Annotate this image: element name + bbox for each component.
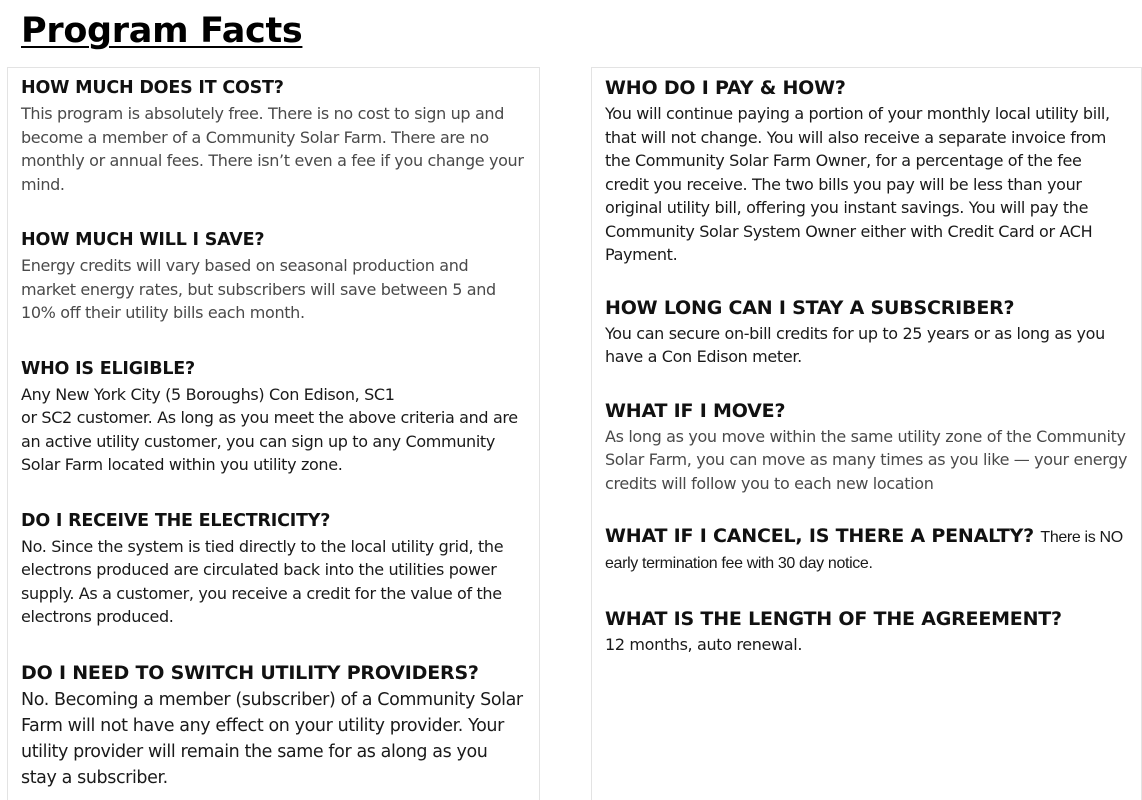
faq-electricity (21, 510, 526, 629)
faq-question: WHAT IS THE LENGTH OF THE AGREEMENT? (605, 608, 1062, 630)
faq-answer: You will continue paying a portion of your monthly local utility bill, that will not change. You will also receive a separate invoice from the Community Solar Farm Owner, for a percentage of the fee credit you receive. The two bills you pay will be less than your original utility bill, offering you instant savings. You will pay the Community Solar System Owner either with Credit Card or ACH Payment. (605, 104, 1110, 264)
faq-question: HOW MUCH WILL I SAVE? (21, 230, 265, 250)
right-column (591, 67, 1142, 800)
page-title: Program Facts (21, 11, 303, 51)
left-column (7, 67, 540, 800)
faq-agreement-length (605, 608, 1128, 657)
faq-question: WHAT IF I CANCEL, IS THERE A PENALTY? (605, 525, 1041, 547)
faq-subscriber-length (605, 297, 1128, 369)
faq-eligibility (21, 358, 526, 477)
faq-payment (605, 77, 1128, 267)
faq-question: WHAT IF I MOVE? (605, 399, 786, 422)
faq-answer (21, 383, 526, 477)
faq-question: DO I RECEIVE THE ELECTRICITY? (21, 510, 331, 531)
faq-switch-providers (21, 662, 526, 791)
faq-answer-line: Any New York City (5 Boroughs) Con Edison, SC1 (21, 384, 395, 404)
faq-question: HOW MUCH DOES IT COST? (21, 78, 284, 98)
faq-answer-line: or SC2 customer. As long as you meet the above criteria and are an active utility customer, you can sign up to any Community Solar Farm located within you utility zone. (21, 408, 518, 474)
faq-move (605, 400, 1128, 496)
faq-answer: No. Becoming a member (subscriber) of a Community Solar Farm will not have any effect on your utility provider. Your utility provider will remain the same for as along as you stay a subscriber. (21, 689, 523, 788)
faq-answer: This program is absolutely free. There is no cost to sign up and become a member of a Community Solar Farm. There are no monthly or annual fees. There isn’t even a fee if you change your mind. (21, 104, 524, 194)
faq-question: WHO IS ELIGIBLE? (21, 358, 196, 379)
faq-answer: 12 months, auto renewal. (605, 635, 803, 654)
faq-cost (21, 77, 526, 196)
faq-answer: As long as you move within the same utility zone of the Community Solar Farm, you can move as many times as you like — your energy credits will follow you to each new location (605, 426, 1128, 493)
faq-savings (21, 229, 526, 325)
faq-question: WHO DO I PAY & HOW? (605, 77, 846, 99)
faq-answer: There is NO early termination fee with 30 day notice. (605, 529, 1123, 572)
faq-answer: You can secure on-bill credits for up to 25 years or as long as you have a Con Edison meter. (605, 323, 1105, 366)
faq-answer: No. Since the system is tied directly to the local utility grid, the electrons produced are circulated back into the utilities power supply. As a customer, you receive a credit for the value of the electrons produced. (21, 536, 504, 626)
faq-question: HOW LONG CAN I STAY A SUBSCRIBER? (605, 296, 1015, 319)
faq-answer: Energy credits will vary based on seasonal production and market energy rates, but subscribers will save between 5 and 10% off their utility bills each month. (21, 256, 496, 322)
faq-question: DO I NEED TO SWITCH UTILITY PROVIDERS? (21, 661, 479, 684)
faq-cancel (605, 525, 1128, 577)
